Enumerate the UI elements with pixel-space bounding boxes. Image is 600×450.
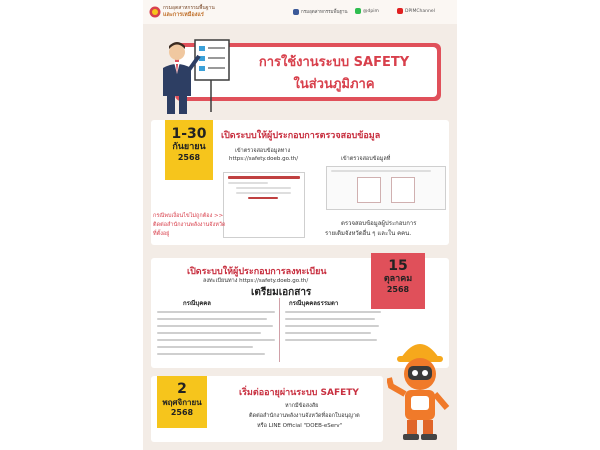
section1-date-month: กันยายน (172, 142, 206, 152)
screenshot-line (236, 187, 291, 189)
mascot-robot-icon (387, 328, 453, 444)
screenshot-button (248, 197, 278, 199)
section1-left-caption1: เข้าตรวจสอบข้อมูลทาง (235, 148, 291, 154)
section1-note-red2: ติดต่อสำนักงานพลังงานจังหวัด (153, 222, 226, 228)
doc-line (157, 318, 267, 320)
dept-name-line2: และการเหมืองแร่ (163, 12, 204, 18)
facebook-label: กรมอุตสาหกรรมพื้นฐาน (301, 10, 348, 15)
doc-line (157, 332, 261, 334)
screenshot-line (236, 192, 291, 194)
section2-date-day: 15 (388, 258, 408, 274)
section3-date-badge (157, 376, 207, 428)
department-logo-icon (149, 5, 161, 19)
doc-line (285, 332, 371, 334)
line-icon (355, 8, 361, 14)
section3-date-day: 2 (177, 381, 187, 397)
facebook-icon (293, 9, 299, 15)
section1-date-day: 1-30 (171, 126, 207, 142)
youtube-link[interactable] (397, 8, 435, 14)
screenshot-line (331, 170, 431, 172)
section3-date-month: พฤศจิกายน (162, 398, 202, 407)
doc-line (157, 353, 265, 355)
section1-note-red3: ที่ตั้งอยู่ (153, 231, 170, 237)
section3-line3: หรือ LINE Official "DOEB-eServ" (257, 423, 343, 429)
login-screenshot (223, 172, 305, 238)
section2-prepare: เตรียมเอกสาร (251, 287, 312, 298)
screenshot-line (228, 182, 268, 184)
section3-line2: ติดต่อสำนักงานพลังงานจังหวัดที่ออกใบอนุญาต (249, 413, 360, 419)
presenter-illustration-icon (153, 34, 233, 118)
doc-line (285, 325, 379, 327)
page-title-line2: ในส่วนภูมิภาค (293, 77, 375, 92)
section1-date-year: 2568 (177, 153, 201, 162)
section2-headline: เปิดระบบให้ผู้ประกอบการลงทะเบียน (187, 267, 327, 277)
line-label: @dpim (363, 8, 379, 14)
screenshot-doc (357, 177, 381, 203)
line-link[interactable] (355, 8, 379, 14)
doc-line (157, 325, 273, 327)
section3-line1: หากมีข้อสงสัย (285, 403, 319, 409)
poster (143, 0, 457, 450)
section1-date-badge (165, 120, 213, 180)
section2-sub: ลงทะเบียนทาง https://safety.doeb.go.th/ (203, 278, 309, 284)
section3-date-year: 2568 (170, 408, 194, 417)
section1-check-note2: รายเดิมจังหวัดอื่น ๆ และใน คคน. (325, 230, 412, 237)
section3-headline: เริ่มต่ออายุผ่านระบบ SAFETY (239, 388, 359, 398)
facebook-link[interactable] (293, 8, 348, 15)
section1-headline: เปิดระบบให้ผู้ประกอบการตรวจสอบข้อมูล (221, 131, 381, 141)
section1-check-note1: ตรวจสอบข้อมูลผู้ประกอบการ (341, 220, 417, 227)
doc-line (157, 339, 275, 341)
header-bar (143, 0, 457, 24)
doc-line (285, 339, 377, 341)
section2-date-badge (371, 253, 425, 309)
dept-name-line1: กรมอุตสาหกรรมพื้นฐาน (163, 5, 215, 11)
records-screenshot (326, 166, 446, 210)
youtube-label: DPIMChannel (405, 8, 435, 14)
page-title-line1: การใช้งานระบบ SAFETY (258, 55, 410, 70)
doc-line (157, 311, 275, 313)
section1-note-red1: กรณีพบเงื่อนไขไม่ถูกต้อง >> (153, 213, 224, 219)
column-divider (279, 298, 280, 362)
doc-line (157, 346, 253, 348)
section2-col2-title: กรณีบุคคลธรรมดา (289, 300, 339, 307)
youtube-icon (397, 8, 403, 14)
doc-line (285, 318, 375, 320)
section2-date-year: 2568 (386, 285, 410, 294)
section2-date-month: ตุลาคม (383, 274, 413, 284)
doc-line (285, 311, 381, 313)
section2-col1-title: กรณีบุคคล (183, 300, 211, 307)
section1-left-caption2[interactable]: https://safety.doeb.go.th/ (229, 156, 299, 162)
section1-right-caption: เข้าตรวจสอบข้อมูลที่ (341, 156, 391, 162)
screenshot-doc (391, 177, 415, 203)
screenshot-header (228, 176, 300, 179)
